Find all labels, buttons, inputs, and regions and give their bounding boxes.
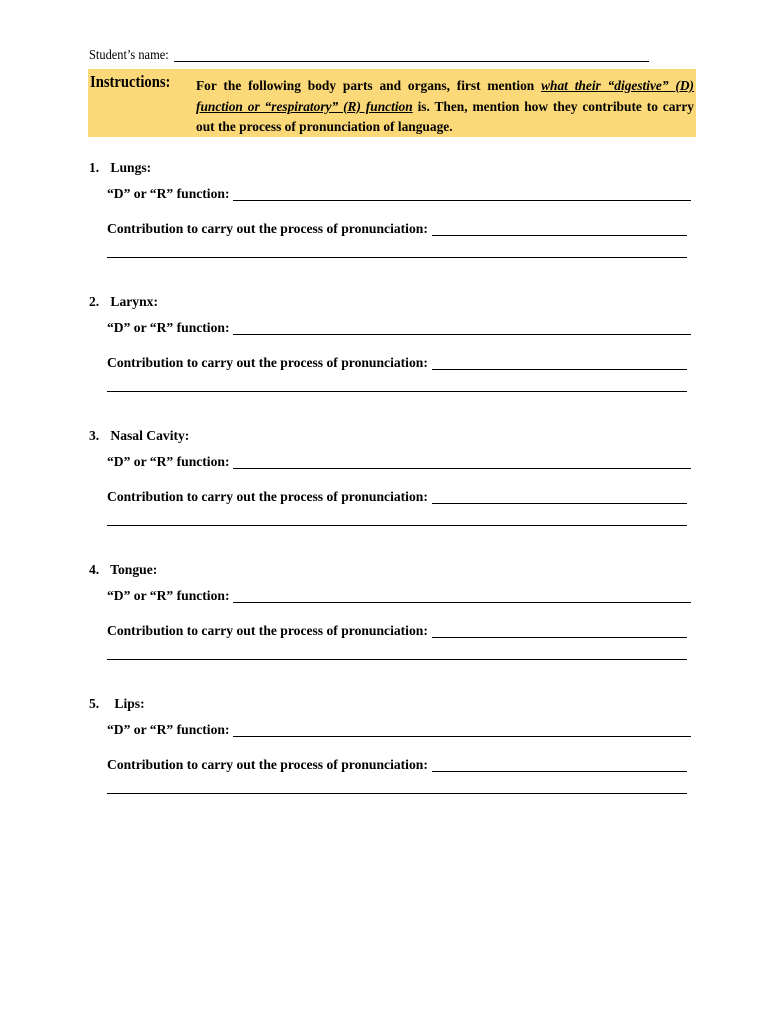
- contribution-answer-line[interactable]: [107, 793, 687, 794]
- item-number: 5.: [89, 696, 100, 711]
- item-name: Lungs:: [110, 160, 152, 175]
- contribution-row: [107, 757, 687, 773]
- item-title: [89, 160, 151, 176]
- instructions-text-after: is. Then, mention how they contribute to carry out the process of pronunciation of language.: [196, 98, 694, 134]
- function-row: [107, 320, 691, 336]
- contribution-answer-field[interactable]: [432, 502, 687, 504]
- function-row: [107, 722, 691, 738]
- student-name-row: [89, 47, 649, 63]
- contribution-answer-field[interactable]: [432, 368, 687, 370]
- contribution-answer-line[interactable]: [107, 659, 687, 660]
- function-answer-field[interactable]: [233, 333, 691, 335]
- item-name: Larynx:: [110, 294, 158, 309]
- function-label: “D” or “R” function:: [107, 722, 230, 737]
- item-title: [89, 696, 145, 712]
- contribution-answer-field[interactable]: [432, 636, 687, 638]
- contribution-answer-field[interactable]: [432, 234, 687, 236]
- item-number: 4.: [89, 562, 100, 577]
- function-label: “D” or “R” function:: [107, 320, 230, 335]
- contribution-label: Contribution to carry out the process of pronunciation:: [107, 489, 428, 504]
- contribution-answer-line[interactable]: [107, 525, 687, 526]
- contribution-label: Contribution to carry out the process of pronunciation:: [107, 623, 428, 638]
- contribution-row: [107, 221, 687, 237]
- function-row: [107, 588, 691, 604]
- contribution-answer-line[interactable]: [107, 257, 687, 258]
- contribution-label: Contribution to carry out the process of pronunciation:: [107, 355, 428, 370]
- contribution-row: [107, 623, 687, 639]
- function-row: [107, 186, 691, 202]
- instructions-label: Instructions:: [90, 72, 171, 91]
- function-answer-field[interactable]: [233, 735, 691, 737]
- item-title: [89, 428, 189, 444]
- student-name-label: Student’s name:: [89, 47, 169, 62]
- contribution-label: Contribution to carry out the process of pronunciation:: [107, 221, 428, 236]
- instructions-text-before: For the following body parts and organs, first mention: [196, 78, 542, 93]
- function-label: “D” or “R” function:: [107, 186, 230, 201]
- item-number: 3.: [89, 428, 100, 443]
- item-name: Nasal Cavity:: [110, 428, 190, 443]
- item-name: Lips:: [114, 696, 145, 711]
- contribution-answer-line[interactable]: [107, 391, 687, 392]
- function-label: “D” or “R” function:: [107, 454, 230, 469]
- contribution-label: Contribution to carry out the process of pronunciation:: [107, 757, 428, 772]
- item-name: Tongue:: [110, 562, 158, 577]
- item-number: 1.: [89, 160, 100, 175]
- item-title: [89, 294, 158, 310]
- instructions-box: [88, 69, 696, 137]
- contribution-row: [107, 489, 687, 505]
- function-answer-field[interactable]: [233, 199, 691, 201]
- contribution-row: [107, 355, 687, 371]
- function-answer-field[interactable]: [233, 467, 691, 469]
- instructions-emphasis: what their “digestive” (D) function or “respiratory” (R) function: [196, 78, 694, 114]
- student-name-field[interactable]: [174, 60, 649, 62]
- contribution-answer-field[interactable]: [432, 770, 687, 772]
- function-row: [107, 454, 691, 470]
- function-label: “D” or “R” function:: [107, 588, 230, 603]
- item-number: 2.: [89, 294, 100, 309]
- item-title: [89, 562, 157, 578]
- instructions-text: [196, 76, 694, 138]
- function-answer-field[interactable]: [233, 601, 691, 603]
